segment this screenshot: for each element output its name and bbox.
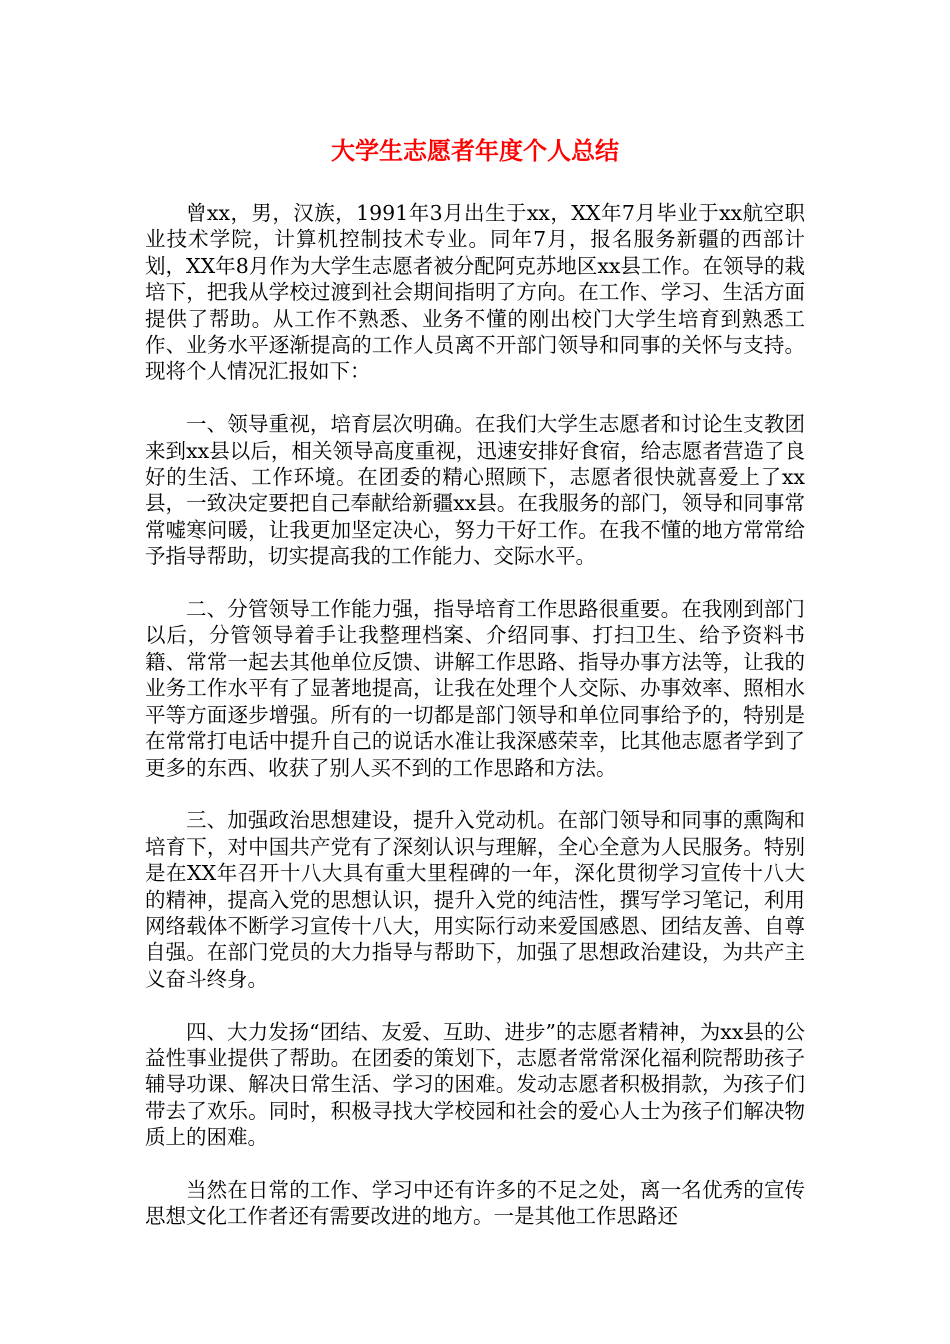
- paragraph-shortcomings: 当然在日常的工作、学习中还有许多的不足之处，离一名优秀的宣传思想文化工作者还有需要改进的地方。一是其他工作思路还: [145, 1177, 805, 1229]
- paragraph-section-2: 二、分管领导工作能力强，指导培育工作思路很重要。在我刚到部门以后，分管领导着手让我整理档案、介绍同事、打扫卫生、给予资料书籍、常常一起去其他单位反馈、讲解工作思路、指导办事方法等，让我的业务工作水平有了显著地提高，让我在处理个人交际、办事效率、照相水平等方面逐步增强。所有的一切都是部门领导和单位同事给予的，特别是在常常打电话中提升自己的说话水准让我深感荣幸，比其他志愿者学到了更多的东西、收获了别人买不到的工作思路和方法。: [145, 597, 805, 780]
- paragraph-section-3: 三、加强政治思想建设，提升入党动机。在部门领导和同事的熏陶和培育下，对中国共产党有了深刻认识与理解，全心全意为人民服务。特别是在XX年召开十八大具有重大里程碑的一年，深化贯彻学习宣传十八大的精神，提高入党的思想认识，提升入党的纯洁性，撰写学习笔记，利用网络载体不断学习宣传十八大，用实际行动来爱国感恩、团结友善、自尊自强。在部门党员的大力指导与帮助下，加强了思想政治建设，为共产主义奋斗终身。: [145, 808, 805, 991]
- paragraph-section-4: 四、大力发扬“团结、友爱、互助、进步”的志愿者精神，为xx县的公益性事业提供了帮助。在团委的策划下，志愿者常常深化福利院帮助孩子辅导功课、解决日常生活、学习的困难。发动志愿者积极捐款，为孩子们带去了欢乐。同时，积极寻找大学校园和社会的爱心人士为孩子们解决物质上的困难。: [145, 1019, 805, 1150]
- paragraph-intro: 曾xx，男，汉族，1991年3月出生于xx，XX年7月毕业于xx航空职业技术学院，计算机控制技术专业。同年7月，报名服务新疆的西部计划，XX年8月作为大学生志愿者被分配阿克苏地区xx县工作。在领导的栽培下，把我从学校过渡到社会期间指明了方向。在工作、学习、生活方面提供了帮助。从工作不熟悉、业务不懂的刚出校门大学生培育到熟悉工作、业务水平逐渐提高的工作人员离不开部门领导和同事的关怀与支持。现将个人情况汇报如下：: [145, 201, 805, 384]
- paragraph-section-1: 一、领导重视，培育层次明确。在我们大学生志愿者和讨论生支教团来到xx县以后，相关领导高度重视，迅速安排好食宿，给志愿者营造了良好的生活、工作环境。在团委的精心照顾下，志愿者很快就喜爱上了xx县，一致决定要把自己奉献给新疆xx县。在我服务的部门，领导和同事常常嘘寒问暖，让我更加坚定决心，努力干好工作。在我不懂的地方常常给予指导帮助，切实提高我的工作能力、交际水平。: [145, 412, 805, 569]
- document-title: 大学生志愿者年度个人总结: [331, 137, 619, 165]
- document-body: [145, 200, 805, 1256]
